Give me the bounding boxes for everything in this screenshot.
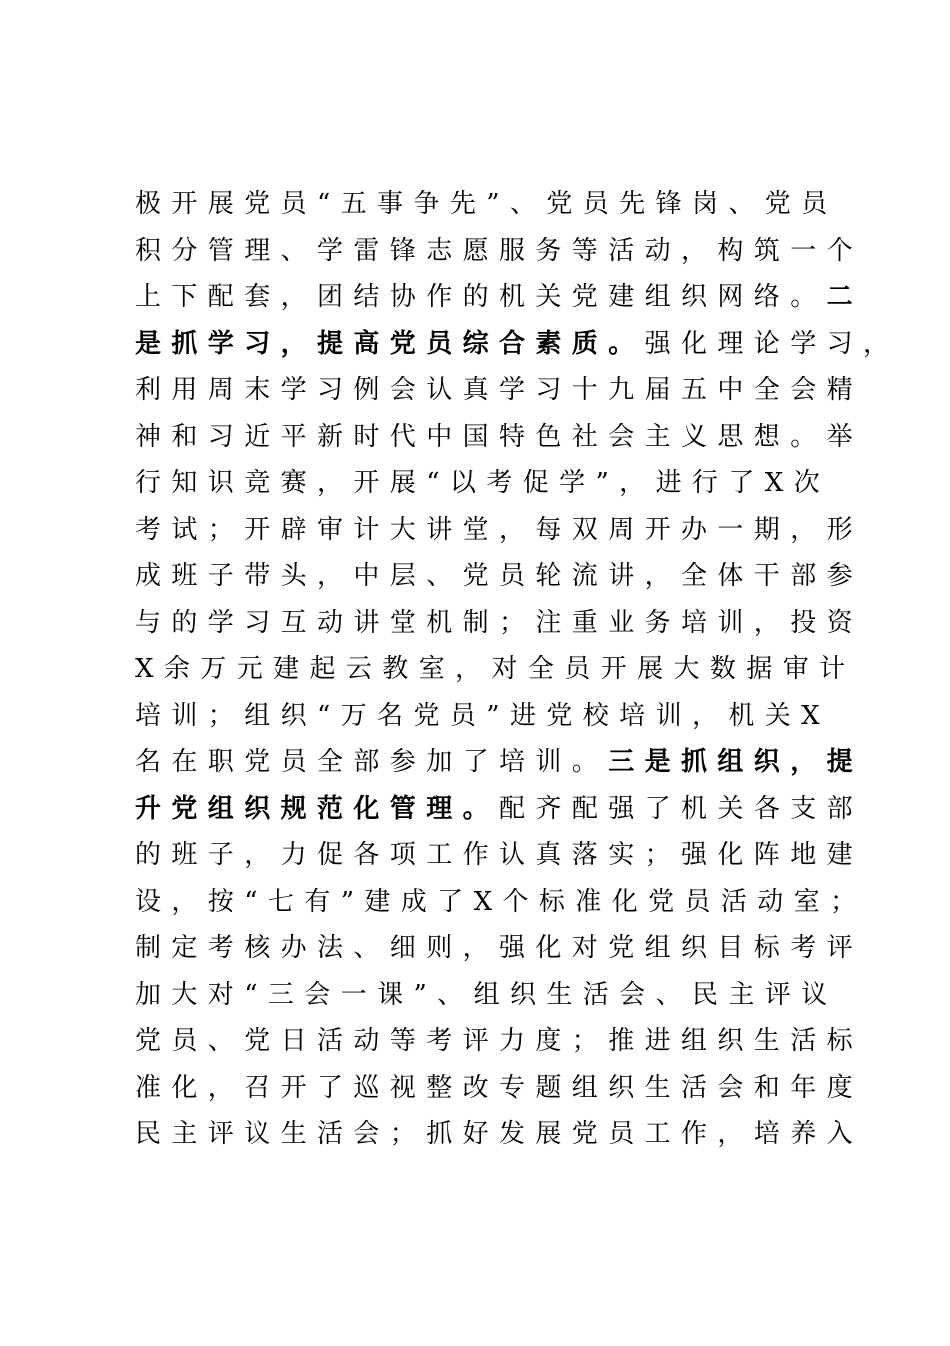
- text-line: [135, 972, 855, 1019]
- text-segment: 设，按“七有”建成了X个标准化党员活动室；: [135, 886, 867, 917]
- text-line: [135, 460, 855, 507]
- text-line: [135, 367, 864, 414]
- text-segment: 名在职党员全部参加了培训。: [135, 747, 609, 777]
- text-segment: 强化理论学习，: [644, 328, 900, 359]
- text-segment: 神和习近平新时代中国特色社会主义思想。举: [135, 421, 864, 452]
- text-segment: 积分管理、学雷锋志愿服务等活动，构筑一个: [135, 235, 864, 266]
- text-line: [135, 832, 864, 879]
- text-line: [135, 228, 864, 275]
- text-line: [135, 553, 864, 600]
- bold-text-segment: 升党组织规范化管理。: [135, 793, 500, 824]
- text-segment: X余万元建起云教室，对全员开展大数据审计: [135, 654, 856, 684]
- text-line: [135, 925, 864, 972]
- text-line: [135, 1111, 864, 1158]
- text-segment: 利用周末学习例会认真学习十九届五中全会精: [135, 375, 864, 405]
- text-line: [135, 181, 855, 228]
- text-segment: 准化，召开了巡视整改专题组织生活会和年度: [135, 1072, 864, 1103]
- text-segment: 加大对“三会一课”、组织生活会、民主评议: [135, 979, 838, 1010]
- text-segment: 与的学习互动讲堂机制；注重业务培训，投资: [135, 607, 864, 638]
- text-segment: 上下配套，团结协作的机关党建组织网络。: [135, 282, 827, 312]
- bold-text-segment: 是抓学习，提高党员综合素质。: [135, 328, 645, 359]
- text-line: [135, 879, 867, 926]
- text-line: [135, 786, 864, 833]
- text-line: [135, 507, 864, 554]
- text-segment: 制定考核办法、细则，强化对党组织目标考评: [135, 933, 864, 963]
- text-segment: 配齐配强了机关各支部: [499, 793, 864, 824]
- text-line: [135, 321, 900, 368]
- text-segment: 成班子带头，中层、党员轮流讲，全体干部参: [135, 561, 864, 591]
- text-line: [135, 646, 855, 693]
- text-segment: 考试；开辟审计大讲堂，每双周开办一期，形: [135, 514, 864, 545]
- text-line: [135, 1018, 864, 1065]
- bold-text-segment: 二: [826, 282, 864, 312]
- bold-text-segment: 三是抓组织，提: [608, 747, 864, 777]
- text-line: [135, 739, 864, 786]
- text-segment: 行知识竞赛，开展“以考促学”，进行了X次: [135, 468, 831, 498]
- text-line: [135, 414, 864, 461]
- text-segment: 民主评议生活会；抓好发展党员工作，培养入: [135, 1119, 864, 1149]
- text-segment: 党员、党日活动等考评力度；推进组织生活标: [135, 1026, 864, 1056]
- body-text: [135, 181, 900, 1158]
- text-segment: 的班子，力促各项工作认真落实；强化阵地建: [135, 840, 864, 870]
- text-line: [135, 693, 855, 740]
- text-segment: 极开展党员“五事争先”、党员先锋岗、党员: [135, 189, 838, 219]
- text-segment: 培训；组织“万名党员”进党校培训，机关X: [135, 700, 831, 731]
- text-line: [135, 274, 864, 321]
- text-line: [135, 600, 864, 647]
- text-line: [135, 1065, 864, 1112]
